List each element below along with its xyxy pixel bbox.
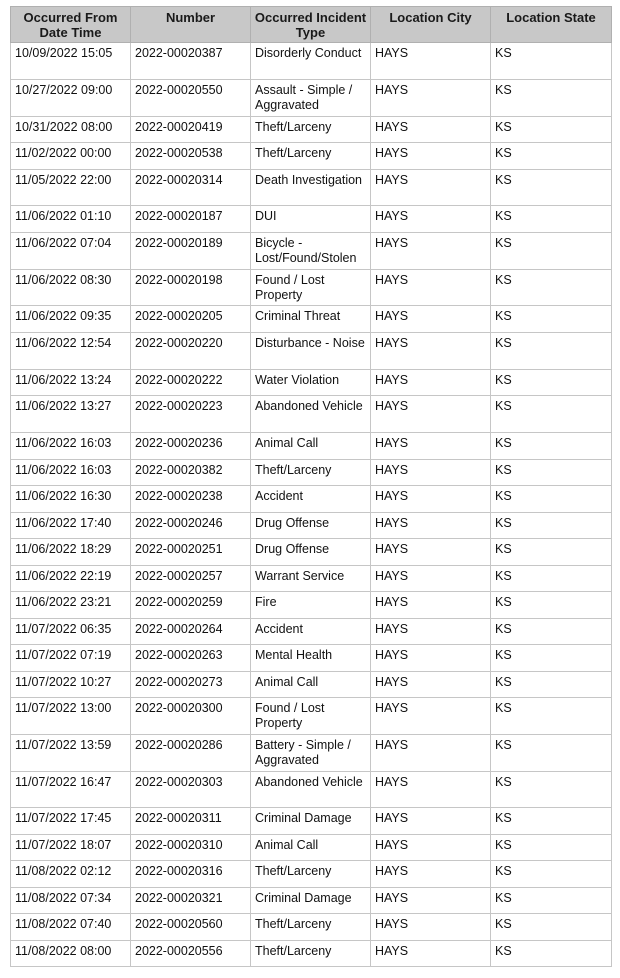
city-cell: HAYS xyxy=(371,671,491,698)
number-cell: 2022-00020222 xyxy=(131,369,251,396)
table-row xyxy=(11,433,612,460)
number-cell: 2022-00020286 xyxy=(131,734,251,771)
date-time-cell: 11/06/2022 16:30 xyxy=(11,486,131,513)
table-row xyxy=(11,369,612,396)
incident-type-cell: Animal Call xyxy=(251,433,371,460)
header-location-state[interactable]: Location State xyxy=(491,7,612,43)
incident-type-cell: Abandoned Vehicle xyxy=(251,771,371,808)
date-time-cell: 11/07/2022 07:19 xyxy=(11,645,131,672)
incident-type-cell: Animal Call xyxy=(251,671,371,698)
date-time-cell: 11/06/2022 16:03 xyxy=(11,433,131,460)
city-cell: HAYS xyxy=(371,645,491,672)
state-cell: KS xyxy=(491,808,612,835)
city-cell: HAYS xyxy=(371,169,491,206)
state-cell: KS xyxy=(491,232,612,269)
number-cell: 2022-00020550 xyxy=(131,79,251,116)
incident-type-cell: Found / Lost Property xyxy=(251,698,371,735)
city-cell: HAYS xyxy=(371,940,491,967)
state-cell: KS xyxy=(491,43,612,80)
table-row xyxy=(11,645,612,672)
table-row xyxy=(11,539,612,566)
table-row xyxy=(11,834,612,861)
city-cell: HAYS xyxy=(371,396,491,433)
state-cell: KS xyxy=(491,116,612,143)
table-row xyxy=(11,232,612,269)
city-cell: HAYS xyxy=(371,698,491,735)
date-time-cell: 11/06/2022 18:29 xyxy=(11,539,131,566)
city-cell: HAYS xyxy=(371,861,491,888)
state-cell: KS xyxy=(491,539,612,566)
incident-type-cell: Theft/Larceny xyxy=(251,143,371,170)
table-row xyxy=(11,43,612,80)
city-cell: HAYS xyxy=(371,332,491,369)
state-cell: KS xyxy=(491,861,612,888)
number-cell: 2022-00020223 xyxy=(131,396,251,433)
date-time-cell: 11/08/2022 08:00 xyxy=(11,940,131,967)
incident-type-cell: Assault - Simple / Aggravated xyxy=(251,79,371,116)
incident-type-cell: Water Violation xyxy=(251,369,371,396)
table-row xyxy=(11,887,612,914)
date-time-cell: 11/06/2022 01:10 xyxy=(11,206,131,233)
number-cell: 2022-00020419 xyxy=(131,116,251,143)
number-cell: 2022-00020259 xyxy=(131,592,251,619)
table-row xyxy=(11,486,612,513)
city-cell: HAYS xyxy=(371,433,491,460)
state-cell: KS xyxy=(491,618,612,645)
date-time-cell: 11/08/2022 07:40 xyxy=(11,914,131,941)
table-row xyxy=(11,143,612,170)
state-cell: KS xyxy=(491,369,612,396)
date-time-cell: 11/06/2022 23:21 xyxy=(11,592,131,619)
number-cell: 2022-00020264 xyxy=(131,618,251,645)
table-row xyxy=(11,169,612,206)
state-cell: KS xyxy=(491,396,612,433)
incident-type-cell: DUI xyxy=(251,206,371,233)
incident-type-cell: Fire xyxy=(251,592,371,619)
state-cell: KS xyxy=(491,486,612,513)
incident-type-cell: Battery - Simple / Aggravated xyxy=(251,734,371,771)
date-time-cell: 11/06/2022 09:35 xyxy=(11,306,131,333)
number-cell: 2022-00020387 xyxy=(131,43,251,80)
city-cell: HAYS xyxy=(371,539,491,566)
number-cell: 2022-00020257 xyxy=(131,565,251,592)
date-time-cell: 11/07/2022 06:35 xyxy=(11,618,131,645)
table-row xyxy=(11,734,612,771)
incident-type-cell: Criminal Damage xyxy=(251,808,371,835)
city-cell: HAYS xyxy=(371,143,491,170)
city-cell: HAYS xyxy=(371,369,491,396)
incident-type-cell: Warrant Service xyxy=(251,565,371,592)
city-cell: HAYS xyxy=(371,512,491,539)
incident-type-cell: Theft/Larceny xyxy=(251,861,371,888)
table-row xyxy=(11,79,612,116)
city-cell: HAYS xyxy=(371,808,491,835)
number-cell: 2022-00020321 xyxy=(131,887,251,914)
number-cell: 2022-00020220 xyxy=(131,332,251,369)
city-cell: HAYS xyxy=(371,734,491,771)
city-cell: HAYS xyxy=(371,206,491,233)
state-cell: KS xyxy=(491,940,612,967)
date-time-cell: 11/07/2022 13:59 xyxy=(11,734,131,771)
city-cell: HAYS xyxy=(371,914,491,941)
date-time-cell: 11/07/2022 18:07 xyxy=(11,834,131,861)
state-cell: KS xyxy=(491,565,612,592)
table-row xyxy=(11,592,612,619)
date-time-cell: 11/06/2022 13:24 xyxy=(11,369,131,396)
number-cell: 2022-00020300 xyxy=(131,698,251,735)
table-row xyxy=(11,396,612,433)
table-row xyxy=(11,671,612,698)
header-occurred-incident-type[interactable]: Occurred Incident Type xyxy=(251,7,371,43)
number-cell: 2022-00020189 xyxy=(131,232,251,269)
state-cell: KS xyxy=(491,79,612,116)
city-cell: HAYS xyxy=(371,306,491,333)
incident-type-cell: Accident xyxy=(251,486,371,513)
number-cell: 2022-00020556 xyxy=(131,940,251,967)
date-time-cell: 11/06/2022 13:27 xyxy=(11,396,131,433)
state-cell: KS xyxy=(491,592,612,619)
incident-type-cell: Found / Lost Property xyxy=(251,269,371,306)
table-row xyxy=(11,206,612,233)
city-cell: HAYS xyxy=(371,232,491,269)
date-time-cell: 10/31/2022 08:00 xyxy=(11,116,131,143)
state-cell: KS xyxy=(491,269,612,306)
date-time-cell: 11/06/2022 08:30 xyxy=(11,269,131,306)
table-row xyxy=(11,808,612,835)
state-cell: KS xyxy=(491,433,612,460)
header-occurred-from-date-time[interactable]: Occurred From Date Time xyxy=(11,7,131,43)
city-cell: HAYS xyxy=(371,269,491,306)
date-time-cell: 11/05/2022 22:00 xyxy=(11,169,131,206)
incident-type-cell: Mental Health xyxy=(251,645,371,672)
incident-type-cell: Disturbance - Noise xyxy=(251,332,371,369)
state-cell: KS xyxy=(491,169,612,206)
table-row xyxy=(11,771,612,808)
number-cell: 2022-00020236 xyxy=(131,433,251,460)
date-time-cell: 10/27/2022 09:00 xyxy=(11,79,131,116)
number-cell: 2022-00020187 xyxy=(131,206,251,233)
number-cell: 2022-00020538 xyxy=(131,143,251,170)
number-cell: 2022-00020205 xyxy=(131,306,251,333)
table-row xyxy=(11,512,612,539)
city-cell: HAYS xyxy=(371,43,491,80)
incident-type-cell: Drug Offense xyxy=(251,539,371,566)
incident-type-cell: Accident xyxy=(251,618,371,645)
city-cell: HAYS xyxy=(371,771,491,808)
table-row xyxy=(11,698,612,735)
number-cell: 2022-00020263 xyxy=(131,645,251,672)
date-time-cell: 11/06/2022 22:19 xyxy=(11,565,131,592)
table-row xyxy=(11,940,612,967)
city-cell: HAYS xyxy=(371,834,491,861)
table-row xyxy=(11,332,612,369)
table-row xyxy=(11,618,612,645)
city-cell: HAYS xyxy=(371,618,491,645)
city-cell: HAYS xyxy=(371,565,491,592)
state-cell: KS xyxy=(491,332,612,369)
number-cell: 2022-00020246 xyxy=(131,512,251,539)
number-cell: 2022-00020382 xyxy=(131,459,251,486)
incident-type-cell: Theft/Larceny xyxy=(251,116,371,143)
number-cell: 2022-00020560 xyxy=(131,914,251,941)
state-cell: KS xyxy=(491,834,612,861)
date-time-cell: 10/09/2022 15:05 xyxy=(11,43,131,80)
incident-type-cell: Abandoned Vehicle xyxy=(251,396,371,433)
date-time-cell: 11/06/2022 07:04 xyxy=(11,232,131,269)
state-cell: KS xyxy=(491,771,612,808)
number-cell: 2022-00020251 xyxy=(131,539,251,566)
date-time-cell: 11/06/2022 17:40 xyxy=(11,512,131,539)
number-cell: 2022-00020310 xyxy=(131,834,251,861)
incident-type-cell: Theft/Larceny xyxy=(251,914,371,941)
table-row xyxy=(11,565,612,592)
state-cell: KS xyxy=(491,306,612,333)
number-cell: 2022-00020303 xyxy=(131,771,251,808)
date-time-cell: 11/07/2022 10:27 xyxy=(11,671,131,698)
date-time-cell: 11/07/2022 13:00 xyxy=(11,698,131,735)
state-cell: KS xyxy=(491,206,612,233)
state-cell: KS xyxy=(491,645,612,672)
table-row xyxy=(11,116,612,143)
city-cell: HAYS xyxy=(371,486,491,513)
incident-type-cell: Death Investigation xyxy=(251,169,371,206)
date-time-cell: 11/02/2022 00:00 xyxy=(11,143,131,170)
header-number[interactable]: Number xyxy=(131,7,251,43)
number-cell: 2022-00020198 xyxy=(131,269,251,306)
state-cell: KS xyxy=(491,734,612,771)
incident-type-cell: Animal Call xyxy=(251,834,371,861)
incident-type-cell: Disorderly Conduct xyxy=(251,43,371,80)
incident-report xyxy=(10,6,612,967)
number-cell: 2022-00020314 xyxy=(131,169,251,206)
date-time-cell: 11/08/2022 02:12 xyxy=(11,861,131,888)
table-row xyxy=(11,861,612,888)
city-cell: HAYS xyxy=(371,459,491,486)
header-location-city[interactable]: Location City xyxy=(371,7,491,43)
city-cell: HAYS xyxy=(371,79,491,116)
city-cell: HAYS xyxy=(371,116,491,143)
header-row xyxy=(11,7,612,43)
date-time-cell: 11/06/2022 12:54 xyxy=(11,332,131,369)
state-cell: KS xyxy=(491,459,612,486)
state-cell: KS xyxy=(491,698,612,735)
incident-type-cell: Bicycle - Lost/Found/Stolen xyxy=(251,232,371,269)
city-cell: HAYS xyxy=(371,887,491,914)
number-cell: 2022-00020311 xyxy=(131,808,251,835)
number-cell: 2022-00020238 xyxy=(131,486,251,513)
state-cell: KS xyxy=(491,914,612,941)
date-time-cell: 11/06/2022 16:03 xyxy=(11,459,131,486)
table-row xyxy=(11,269,612,306)
incident-type-cell: Criminal Damage xyxy=(251,887,371,914)
table-row xyxy=(11,459,612,486)
date-time-cell: 11/08/2022 07:34 xyxy=(11,887,131,914)
number-cell: 2022-00020273 xyxy=(131,671,251,698)
state-cell: KS xyxy=(491,512,612,539)
incident-type-cell: Criminal Threat xyxy=(251,306,371,333)
state-cell: KS xyxy=(491,143,612,170)
incident-type-cell: Theft/Larceny xyxy=(251,940,371,967)
state-cell: KS xyxy=(491,671,612,698)
city-cell: HAYS xyxy=(371,592,491,619)
date-time-cell: 11/07/2022 16:47 xyxy=(11,771,131,808)
incident-table xyxy=(10,6,612,967)
number-cell: 2022-00020316 xyxy=(131,861,251,888)
state-cell: KS xyxy=(491,887,612,914)
table-row xyxy=(11,914,612,941)
incident-type-cell: Theft/Larceny xyxy=(251,459,371,486)
date-time-cell: 11/07/2022 17:45 xyxy=(11,808,131,835)
incident-type-cell: Drug Offense xyxy=(251,512,371,539)
table-row xyxy=(11,306,612,333)
